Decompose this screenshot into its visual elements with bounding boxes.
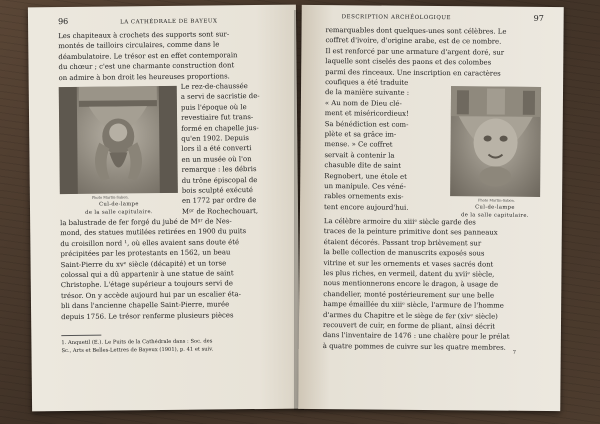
left-photo	[59, 86, 178, 194]
text-line: plète et sa grâce im-	[324, 130, 397, 139]
left-wrap-text	[181, 81, 292, 217]
text-line: lors il a été converti	[181, 144, 252, 154]
text-line: Les chapiteaux à crochets des supports sont sur-	[58, 30, 230, 41]
text-line: d'armes du Chapitre et le siège de fer (xivᵉ siècle)	[323, 310, 498, 321]
text-line: ment et miséricordieux!	[324, 109, 409, 118]
text-line: puis l'époque où le	[180, 102, 247, 112]
text-line: traces de la peinture primitive dont ses panneaux	[323, 227, 498, 237]
text-line: du chœur ; c'est une charmante construction dont	[58, 61, 235, 72]
text-line: revestiaire fut trans-	[181, 113, 254, 122]
text-line: déambulatoire. Le trésor est en effet contemporain	[58, 51, 238, 61]
text-line: Sa bénédiction est com-	[324, 119, 409, 129]
right-running-head: DESCRIPTION ARCHÉOLOGIQUE	[341, 14, 452, 22]
text-line: de la manière suivante :	[324, 88, 410, 98]
text-line: qu'en 1902. Depuis	[181, 134, 249, 143]
text-line: a servi de sacristie de-	[180, 92, 260, 102]
text-line: formé en chapelle jus-	[181, 123, 259, 133]
left-page-number: 96	[57, 16, 69, 27]
left-top-text	[58, 29, 291, 83]
text-line: bli dans l'ancienne chapelle Saint-Pierre, murée	[60, 300, 230, 311]
right-caption-line-2: de la salle capitulaire.	[460, 212, 529, 219]
left-photo-credit: Photo Martin-Sabon.	[91, 195, 129, 200]
text-line: Mᵍʳ de Rochechouart,	[181, 206, 259, 216]
text-line: montés de tailloirs circulaires, comme dans le	[58, 40, 220, 51]
text-line: la belle collection de manuscrits exposés sous	[323, 248, 485, 258]
text-line: hampe émaillée du xiiiᵉ siècle, l'armure de l'homme	[323, 300, 504, 310]
text-line: « Au nom de Dieu clé-	[324, 98, 402, 108]
text-line: chasuble dite de saint	[324, 161, 402, 170]
text-line: recouvert de cuir, en forme de pliant, ainsi décrit	[322, 320, 496, 331]
text-line: bois sculpté exécuté	[181, 185, 254, 195]
signature-mark: 7	[512, 349, 516, 356]
text-line: parmi des rinceaux. Une inscription en caractères	[325, 67, 501, 78]
text-line: mense. » Ce coffret	[324, 140, 393, 150]
text-line: tent encore aujourd'hui.	[323, 202, 409, 212]
text-line: en 1772 par ordre de	[181, 196, 257, 206]
text-line: étaient décorés. Passant trop brièvement sur	[323, 237, 482, 248]
text-line: Il est renforcé par une armature d'argent doré, sur	[325, 46, 505, 57]
right-full-text	[323, 216, 546, 353]
text-line: depuis 1756. Le trésor renferme plusieurs pièces	[61, 310, 234, 321]
left-corbel-sculpture-image	[59, 86, 178, 194]
text-line: Saint-Pierre du xvᵉ siècle (décapité) et un torse	[60, 258, 227, 269]
text-line: du trône épiscopal de	[181, 175, 258, 185]
text-line: La célèbre armoire du xiiiᵉ siècle garde des	[323, 217, 476, 227]
left-full-text	[60, 216, 293, 322]
text-line: un manipule. Ces véné-	[324, 181, 406, 191]
left-running-head: LA CATHÉDRALE DE BAYEUX	[120, 18, 218, 26]
text-line: les plus riches, en vermeil, datent du xviiᵉ siècle,	[323, 269, 495, 279]
left-page	[28, 5, 300, 412]
text-line: chandelier, monté postérieurement sur une belle	[323, 289, 495, 300]
text-line: coufiques a été traduite	[325, 78, 409, 87]
footnote-rule	[61, 335, 101, 336]
text-line: Regnobert, une étole et	[324, 171, 407, 181]
text-line: précipitées par les protestants en 1562, un beau	[60, 248, 231, 259]
text-line: nous mentionnerons encore le dragon, à usage de	[323, 279, 499, 289]
text-line: en un musée où l'on	[181, 154, 252, 164]
text-line: mond, des statues mutilées retirées en 1900 du puits	[60, 227, 247, 238]
left-footnote	[61, 337, 293, 355]
text-line: Christophe. L'étage supérieur a toujours servi de	[60, 279, 233, 290]
text-line: rables ornements exis-	[324, 192, 404, 202]
right-page-number: 97	[533, 13, 544, 23]
text-line: Le rez-de-chaussée	[180, 82, 248, 91]
footnote-line: 1. Anquetil (E.). Le Puits de la Cathédrale dans : Soc. des	[61, 338, 213, 347]
left-caption-line-1: Cul-de-lampe	[99, 201, 139, 208]
right-page	[298, 5, 564, 411]
right-top-text	[325, 25, 547, 79]
text-line: à quatre pommes de cuivre sur les quatre membres.	[322, 341, 506, 352]
text-line: vitrine et sur les ornements et vases sacrés dont	[323, 258, 494, 269]
right-caption-line-1: Cul-de-lampe	[475, 204, 515, 211]
text-line: la balustrade de fer forgé du jubé de Mᵍʳ de Nes-	[60, 217, 232, 228]
text-line: du croisillon nord ¹, où elles avaient sans doute été	[60, 237, 240, 248]
text-line: servait à contenir la	[324, 150, 395, 160]
left-figure-caption	[58, 200, 180, 217]
text-line: on admire à bon droit les heureuses proportions.	[58, 71, 230, 82]
right-wrap-text	[324, 77, 443, 213]
open-book	[26, 6, 566, 416]
left-caption-line-2: de la salle capitulaire.	[85, 209, 153, 216]
right-photo	[450, 86, 541, 197]
footnote-line: Sc., Arts et Belles-Lettres de Bayeux (1901), p. 41 et suiv.	[61, 346, 214, 355]
text-line: remarque : les débris	[181, 165, 257, 174]
text-line: coffret d'ivoire, d'origine arabe, est de ce nombre.	[325, 36, 502, 46]
text-line: remarquables dont quelques-unes sont célèbres. Le	[325, 26, 507, 36]
text-line: laquelle sont ciselés des paons et des colombes	[325, 57, 492, 67]
text-line: colossal qui a dû appartenir à une statue de saint	[60, 269, 234, 280]
text-line: trésor. On y accède aujourd hui par un escalier éta-	[60, 289, 241, 300]
text-line: dans l'inventaire de 1476 : une chaière pour le prélat	[322, 331, 510, 341]
right-photo-credit: Photo Martin-Sabon.	[478, 198, 515, 203]
right-corbel-head-image	[450, 86, 541, 197]
